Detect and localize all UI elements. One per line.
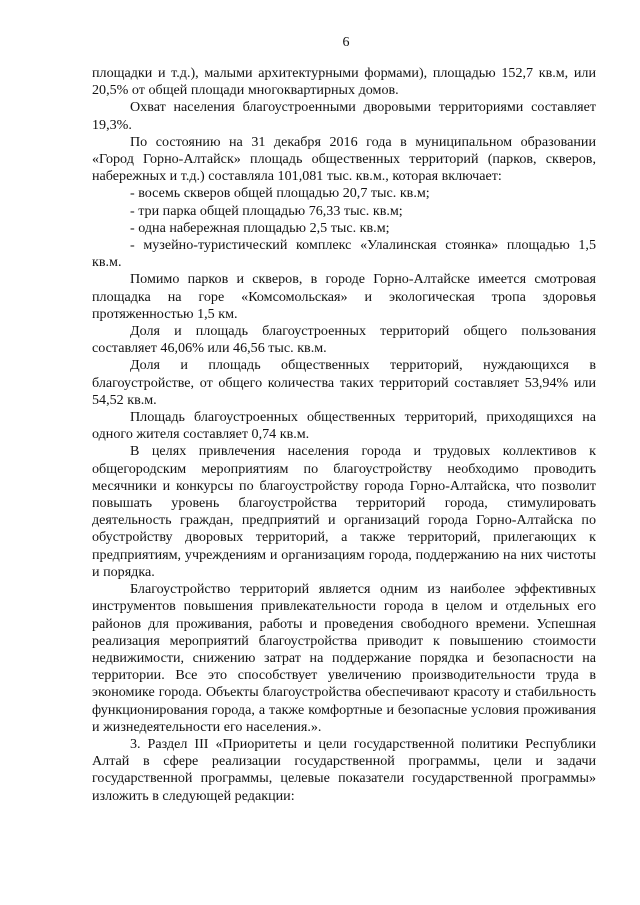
paragraph-improved-share: Доля и площадь благоустроенных территорий общего пользования составляет 46,06% или 46,56 тыс. кв.м. <box>92 323 596 357</box>
paragraph-engagement: В целях привлечения населения города и трудовых коллективов к общегородским мероприятиям по благоустройству необходимо проводить месячники и конкурсы по благоустройству города Горно-Алтайска, что позволит повышать уровень благоустройства территорий города, стимулировать деятельность граждан, предприятий и организаций города Горно-Алтайска по обустройству дворовых территорий, а также территорий, прилегающих к предприятиям, учреждениям и организациям города, поддержанию на них чистоты и порядка. <box>92 443 596 580</box>
document-page <box>92 34 596 805</box>
list-item-museum-complex: - музейно-туристический комплекс «Улалинская стоянка» площадью 1,5 кв.м. <box>92 237 596 271</box>
paragraph-per-resident: Площадь благоустроенных общественных территорий, приходящихся на одного жителя составляет 0,74 кв.м. <box>92 409 596 443</box>
list-item-embankment: - одна набережная площадью 2,5 тыс. кв.м; <box>130 219 390 236</box>
paragraph-viewpoint: Помимо парков и скверов, в городе Горно-Алтайске имеется смотровая площадка на горе «Комсомольская» и экологическая тропа здоровья протяженностью 1,5 км. <box>92 271 596 322</box>
paragraph-continuation: площадки и т.д.), малыми архитектурными формами), площадью 152,7 кв.м, или 20,5% от общей площади многоквартирных домов. <box>92 65 596 99</box>
page-number: 6 <box>342 35 350 50</box>
paragraph-needs-improvement: Доля и площадь общественных территорий, нуждающихся в благоустройстве, от общего количества таких территорий составляет 53,94% или 54,52 кв.м. <box>92 357 596 408</box>
paragraph-section-three: 3. Раздел III «Приоритеты и цели государственной политики Республики Алтай в сфере реализации государственной программы, цели и задачи государственной программы, целевые показатели государственной программы» изложить в следующей редакции: <box>92 735 596 804</box>
paragraph-public-territories: По состоянию на 31 декабря 2016 года в муниципальном образовании «Город Горно-Алтайск» площадь общественных территорий (парков, скверов, набережных и т.д.) составляла 101,081 тыс. кв.м., которая включает: <box>92 133 596 185</box>
paragraph-effectiveness: Благоустройство территорий является одним из наиболее эффективных инструментов повышения привлекательности города в целом и отдельных его районов для проживания, работы и проведения свободного времени. Успешная реализация мероприятий благоустройства приводит к повышению стоимости недвижимости, снижению затрат на поддержание порядка и безопасности на территории. Все это способствует увеличению производительности труда в экономике города. Объекты благоустройства обеспечивают красоту и стабильность функционирования города, а также комфортные и безопасные условия проживания и жизнедеятельности его населения.». <box>92 581 596 735</box>
paragraph-yard-coverage: Охват населения благоустроенными дворовыми территориями составляет 19,3%. <box>92 99 596 133</box>
list-item-parks: - три парка общей площадью 76,33 тыс. кв.м; <box>130 202 403 219</box>
list-item-squares: - восемь скверов общей площадью 20,7 тыс. кв.м; <box>130 185 430 202</box>
